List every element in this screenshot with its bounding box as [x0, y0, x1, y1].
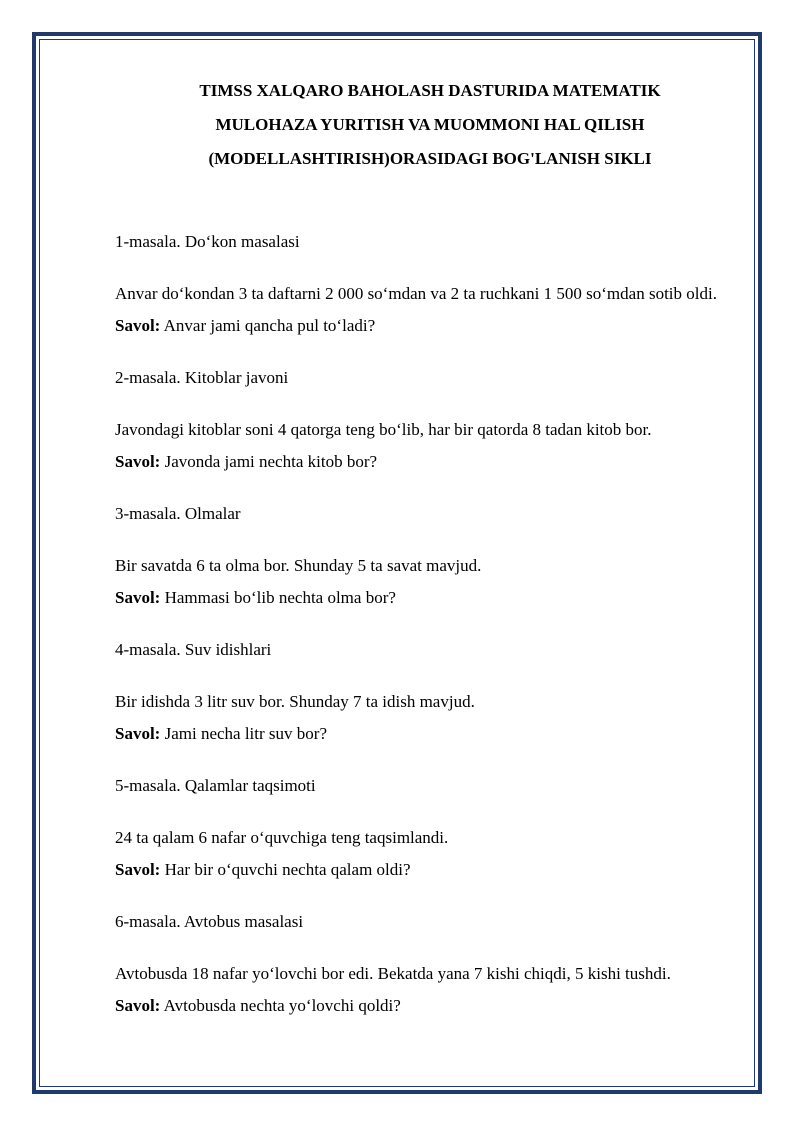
problem-1	[115, 226, 755, 342]
question-label: Savol:	[115, 316, 161, 335]
problem-question	[115, 990, 755, 1022]
problem-question	[115, 582, 755, 614]
problem-text: Javondagi kitoblar soni 4 qatorga teng bo‘lib, har bir qatorda 8 tadan kitob bor.	[115, 420, 652, 439]
problem-heading: 1-masala. Do‘kon masalasi	[115, 232, 300, 251]
problem-heading: 3-masala. Olmalar	[115, 504, 241, 523]
question-text: Jami necha litr suv bor?	[164, 724, 327, 743]
question-text: Har bir o‘quvchi nechta qalam oldi?	[164, 860, 411, 879]
question-text: Avtobusda nechta yo‘lovchi qoldi?	[163, 996, 401, 1015]
question-text: Hammasi bo‘lib nechta olma bor?	[164, 588, 396, 607]
question-label: Savol:	[115, 588, 161, 607]
problem-3	[115, 498, 755, 614]
problem-2	[115, 362, 755, 478]
question-label: Savol:	[115, 452, 161, 471]
problem-question	[115, 310, 755, 342]
problem-heading: 6-masala. Avtobus masalasi	[115, 912, 304, 931]
problem-question	[115, 854, 755, 886]
problem-text: 24 ta qalam 6 nafar o‘quvchiga teng taqsimlandi.	[115, 828, 449, 847]
title-line-1: TIMSS XALQARO BAHOLASH DASTURIDA MATEMATIK	[199, 81, 661, 100]
question-text: Javonda jami nechta kitob bor?	[164, 452, 378, 471]
problem-heading: 5-masala. Qalamlar taqsimoti	[115, 776, 316, 795]
problems-list	[115, 226, 755, 1042]
question-text: Anvar jami qancha pul to‘ladi?	[163, 316, 376, 335]
question-label: Savol:	[115, 996, 161, 1015]
title-line-3: (MODELLASHTIRISH)ORASIDAGI BOG'LANISH SIKLI	[208, 149, 652, 168]
problem-5	[115, 770, 755, 886]
problem-heading: 2-masala. Kitoblar javoni	[115, 368, 289, 387]
problem-text: Avtobusda 18 nafar yo‘lovchi bor edi. Bekatda yana 7 kishi chiqdi, 5 kishi tushdi.	[115, 964, 671, 983]
problem-text: Bir idishda 3 litr suv bor. Shunday 7 ta idish mavjud.	[115, 692, 475, 711]
document-title	[110, 74, 750, 176]
problem-6	[115, 906, 755, 1022]
question-label: Savol:	[115, 860, 161, 879]
problem-text: Bir savatda 6 ta olma bor. Shunday 5 ta savat mavjud.	[115, 556, 482, 575]
problem-question	[115, 718, 755, 750]
problem-text: Anvar do‘kondan 3 ta daftarni 2 000 so‘mdan va 2 ta ruchkani 1 500 so‘mdan sotib oldi.	[115, 284, 717, 303]
problem-question	[115, 446, 755, 478]
problem-heading: 4-masala. Suv idishlari	[115, 640, 272, 659]
problem-4	[115, 634, 755, 750]
question-label: Savol:	[115, 724, 161, 743]
title-line-2: MULOHAZA YURITISH VA MUOMMONI HAL QILISH	[215, 115, 645, 134]
